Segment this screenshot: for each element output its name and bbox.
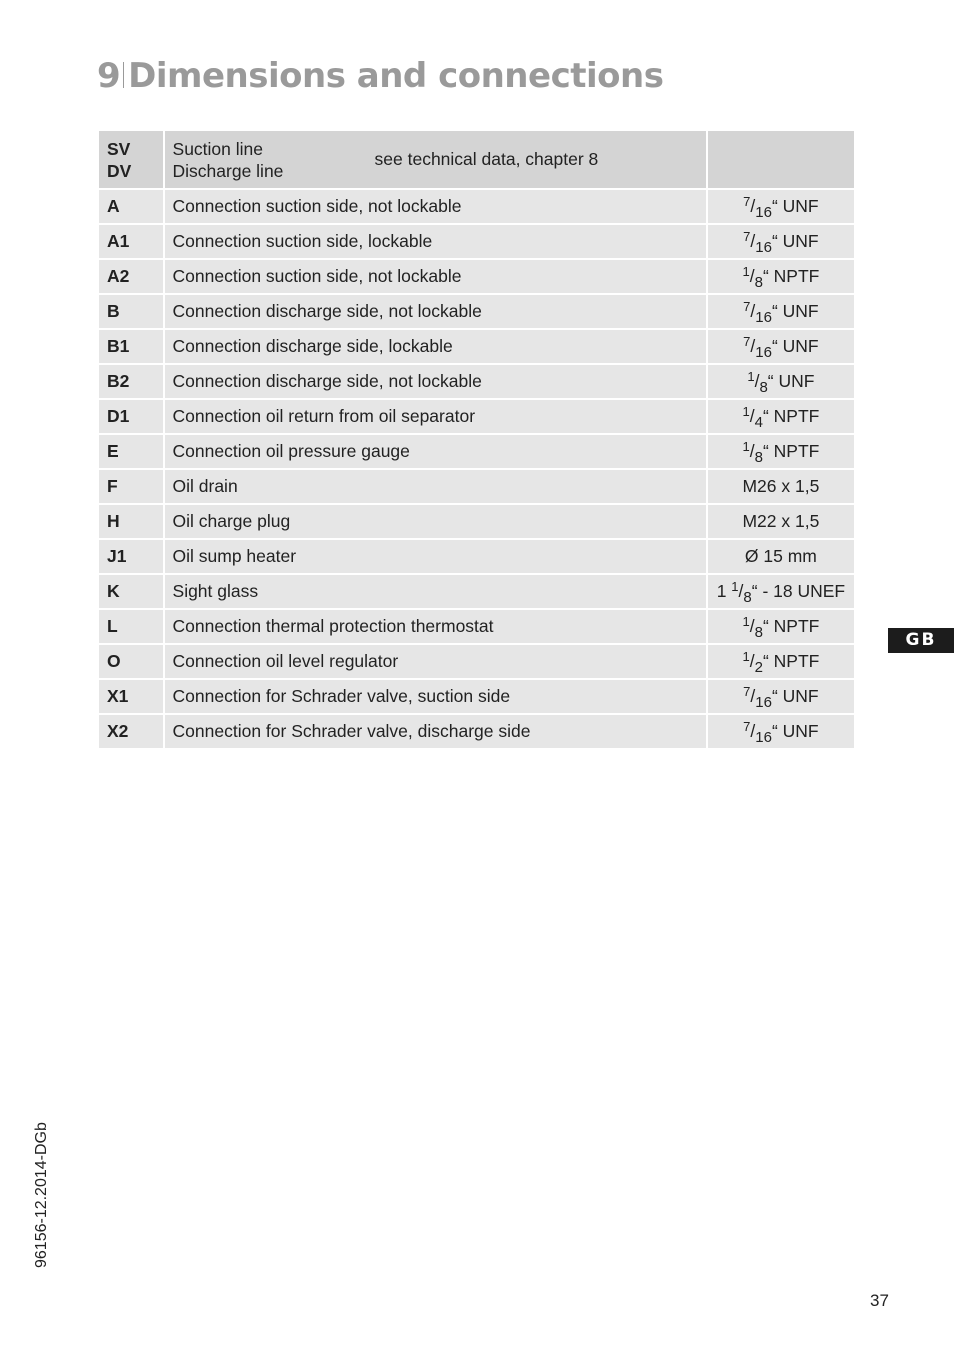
connections-table [97,129,856,750]
table-row [98,294,855,329]
table-row [98,539,855,574]
fraction-denominator: 8 [754,274,763,291]
page-heading [97,56,663,96]
fraction-numerator: 1 [742,404,750,419]
fraction-denominator: 16 [755,694,772,711]
row-code: A2 [98,259,164,294]
header-description [164,130,707,189]
row-code: H [98,504,164,539]
row-code: X2 [98,714,164,749]
table-row [98,259,855,294]
header-discharge-line: Discharge line [172,160,284,181]
fraction-numerator: 1 [742,264,750,279]
row-description: Oil sump heater [164,539,707,574]
header-suction-line: Suction line [172,138,263,159]
table-row [98,469,855,504]
value-suffix: “ NPTF [762,406,820,426]
fraction-numerator: 1 [742,614,750,629]
table-row [98,644,855,679]
table-row [98,399,855,434]
row-description: Connection oil pressure gauge [164,434,707,469]
value-prefix: 1 [716,581,732,601]
row-description: Sight glass [164,574,707,609]
row-description: Connection for Schrader valve, suction side [164,679,707,714]
connection-value: M22 x 1,5 [742,511,820,531]
row-value [707,539,855,574]
row-description: Connection oil return from oil separator [164,399,707,434]
row-code: B1 [98,329,164,364]
row-description: Connection for Schrader valve, discharge side [164,714,707,749]
row-value: $^1/_2“$ NPTF [707,644,855,679]
row-value: $^7/_{16}“$ UNF [707,679,855,714]
row-value: $^1/_8“$ NPTF [707,434,855,469]
heading-separator [123,62,124,88]
table-row [98,714,855,749]
row-description: Connection suction side, not lockable [164,189,707,224]
header-value [707,130,855,189]
row-value [707,469,855,504]
table-row [98,434,855,469]
row-value [707,504,855,539]
chapter-title: Dimensions and connections [128,56,664,96]
header-codes [98,130,164,189]
row-code: A [98,189,164,224]
fraction-denominator: 8 [743,589,752,606]
value-suffix: “ UNF [771,231,819,251]
fraction-denominator: 16 [755,344,772,361]
row-value: $^7/_{16}“$ UNF [707,224,855,259]
table-row [98,329,855,364]
value-suffix: “ NPTF [762,441,820,461]
document-id: 96156-12.2014-DGb [33,1122,50,1268]
row-value: $^7/_{16}“$ UNF [707,189,855,224]
row-description: Connection suction side, not lockable [164,259,707,294]
value-suffix: “ NPTF [762,651,820,671]
row-code: O [98,644,164,679]
row-value: $^7/_{16}“$ UNF [707,329,855,364]
chapter-number: 9 [97,56,121,96]
header-code-dv: DV [107,160,132,181]
connection-value: M26 x 1,5 [742,476,820,496]
row-code: J1 [98,539,164,574]
fraction-numerator: 7 [743,719,751,734]
row-code: E [98,434,164,469]
fraction-numerator: 1 [742,439,750,454]
fraction-denominator: 16 [755,729,772,746]
fraction-denominator: 8 [754,449,763,466]
row-description: Connection discharge side, lockable [164,329,707,364]
row-description: Connection discharge side, not lockable [164,364,707,399]
value-suffix: “ UNF [771,336,819,356]
value-suffix: “ - 18 UNEF [751,581,846,601]
fraction-numerator: 1 [742,649,750,664]
table-row [98,679,855,714]
row-value: $^1/_8“$ UNF [707,364,855,399]
fraction-denominator: 4 [754,414,763,431]
table-row [98,189,855,224]
row-value: $^1/_8“$ NPTF [707,609,855,644]
fraction-numerator: 7 [743,684,751,699]
fraction-numerator: 7 [743,229,751,244]
row-description: Connection thermal protection thermostat [164,609,707,644]
value-suffix: “ NPTF [762,616,820,636]
table-row [98,504,855,539]
fraction-denominator: 16 [755,309,772,326]
fraction-denominator: 16 [755,239,772,256]
header-note: see technical data, chapter 8 [374,149,599,169]
table-row [98,574,855,609]
connection-value: Ø 15 mm [744,546,817,566]
row-code: B2 [98,364,164,399]
fraction-denominator: 8 [754,624,763,641]
row-description: Connection oil level regulator [164,644,707,679]
language-tab: GB [888,628,954,653]
page-number: 37 [870,1291,889,1310]
fraction-denominator: 16 [755,204,772,221]
row-code: D1 [98,399,164,434]
row-value: $^1/_8“$ NPTF [707,259,855,294]
table-row [98,609,855,644]
fraction-denominator: 2 [754,659,763,676]
row-code: K [98,574,164,609]
value-suffix: “ UNF [771,196,819,216]
row-value: 1 $^1/_8“ - 18$ UNEF [707,574,855,609]
row-code: X1 [98,679,164,714]
row-description: Connection discharge side, not lockable [164,294,707,329]
row-code: A1 [98,224,164,259]
fraction-numerator: 7 [743,334,751,349]
value-suffix: “ UNF [767,371,815,391]
header-code-sv: SV [107,138,131,159]
row-value: $^7/_{16}“$ UNF [707,294,855,329]
fraction-denominator: 8 [759,379,768,396]
row-description: Oil drain [164,469,707,504]
row-description: Oil charge plug [164,504,707,539]
value-suffix: “ UNF [771,686,819,706]
fraction-numerator: 1 [731,579,739,594]
table-header-row [98,130,855,189]
row-code: F [98,469,164,504]
fraction-numerator: 7 [743,194,751,209]
value-suffix: “ UNF [771,721,819,741]
fraction-numerator: 1 [747,369,755,384]
row-code: B [98,294,164,329]
value-suffix: “ UNF [771,301,819,321]
value-suffix: “ NPTF [762,266,820,286]
row-code: L [98,609,164,644]
table-row [98,364,855,399]
row-description: Connection suction side, lockable [164,224,707,259]
row-value: $^7/_{16}“$ UNF [707,714,855,749]
fraction-numerator: 7 [743,299,751,314]
table-row [98,224,855,259]
row-value: $^1/_4“$ NPTF [707,399,855,434]
